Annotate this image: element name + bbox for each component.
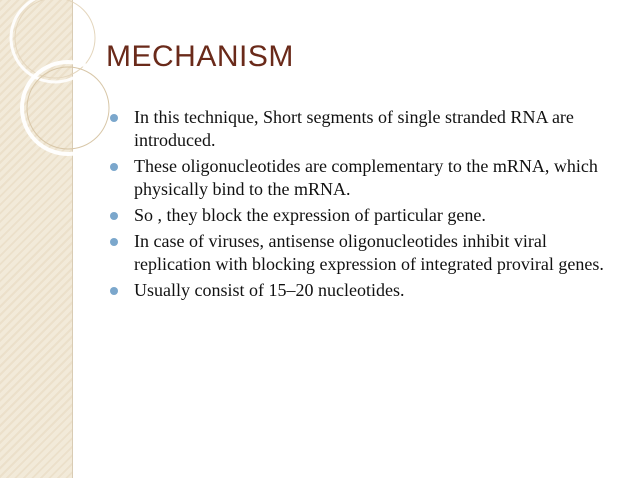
bullet-text: Usually consist of 15–20 nucleotides. — [134, 280, 405, 300]
bullet-dot-icon — [110, 238, 118, 246]
bullet-item — [108, 204, 608, 227]
bullet-dot-icon — [110, 114, 118, 122]
slide-title: MECHANISM — [106, 40, 294, 73]
bullet-dot-icon — [110, 163, 118, 171]
bullet-item — [108, 155, 608, 201]
bullet-list — [108, 106, 608, 305]
bullet-text: So , they block the expression of particular gene. — [134, 205, 486, 225]
bullet-item — [108, 106, 608, 152]
bullet-text: These oligonucleotides are complementary to the mRNA, which physically bind to the mRNA. — [134, 156, 598, 199]
bullet-dot-icon — [110, 212, 118, 220]
bullet-item — [108, 230, 608, 276]
bullet-dot-icon — [110, 287, 118, 295]
bullet-text: In case of viruses, antisense oligonucleotides inhibit viral replication with blocking expression of integrated proviral genes. — [134, 231, 604, 274]
bullet-item — [108, 279, 608, 302]
bullet-text: In this technique, Short segments of single stranded RNA are introduced. — [134, 107, 574, 150]
